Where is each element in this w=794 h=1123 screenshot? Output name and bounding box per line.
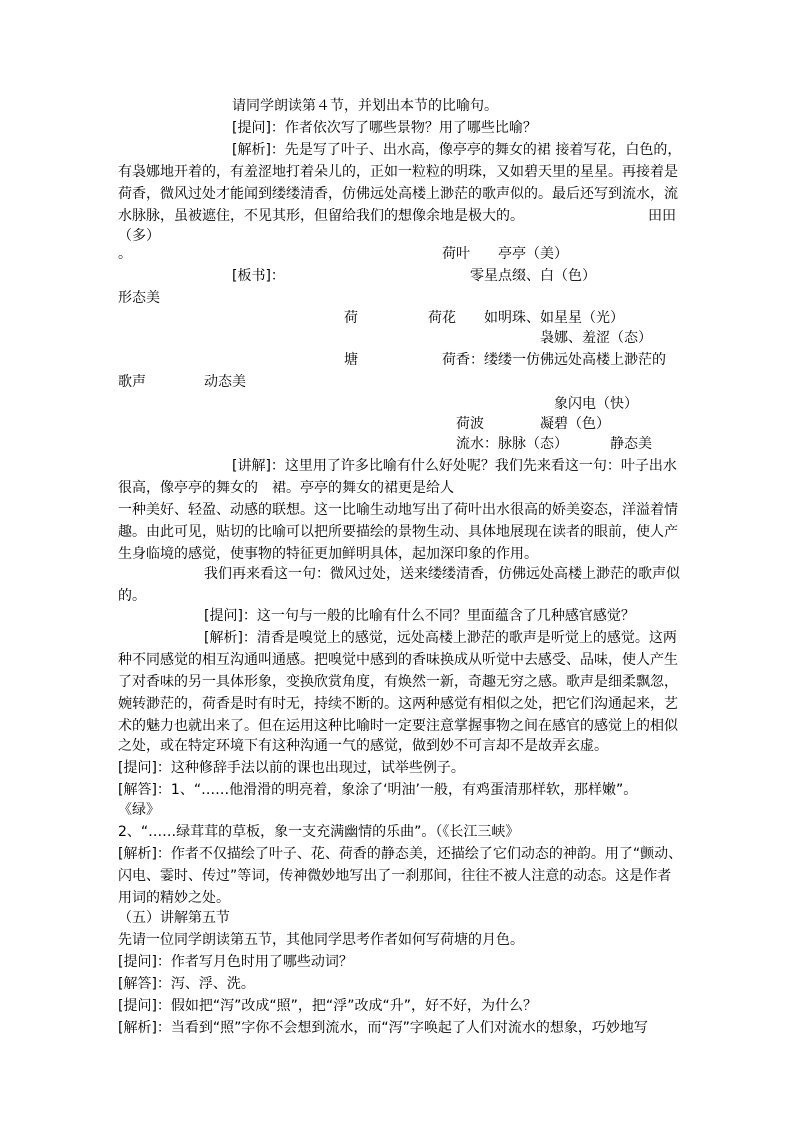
board-ningbi: 凝碧（色） [540,416,610,432]
board-dongtai: 动态美 [204,374,246,390]
lecture-line-1: [讲解]：这里用了许多比喻有什么好处呢？我们先来看这一句：叶子出水 [232,458,677,474]
board-jingtai: 静态美 [610,436,652,452]
intro-line-4: 有袅娜地开着的，有羞涩地打着朵儿的，正如一粒粒的明珠，又如碧天里的星星。再接着是 [118,164,678,180]
board-niaonuo: 袅娜、羞涩（态） [540,330,652,346]
board-label: [板书]： [232,268,285,284]
lecture-line-4: 趣。由此可见，贴切的比喻可以把所要描绘的景物生动、具体地展现在读者的眼前，使人产 [118,524,678,540]
dynamic-analysis-3: 用词的精妙之处。 [118,890,230,906]
intro-line-5: 荷香，微风过处才能闻到缕缕清香，仿佛远处高楼上渺茫的歌声似的。最后还写到流水，流 [118,186,678,202]
board-tang: 塘 [344,352,358,368]
board-dot: 。 [118,246,132,262]
section5-analysis: [解析]：当看到“照”字你不会想到流水，而“泻”字唤起了人们对流水的想象，巧妙地写 [118,1020,648,1036]
board-gesheng: 歌声 [118,374,146,390]
board-he: 荷 [344,310,358,326]
synesthesia-analysis-4: 婉转渺茫的，荷香是时有时无，持续不断的。这两种感觉有相似之处，把它们沟通起来，艺 [118,696,678,712]
lecture-line-7: 的。 [118,588,146,604]
synesthesia-analysis-3: 了对香味的另一具体形象，变换欣赏角度，有焕然一新，奇趣无穷之感。歌声是细柔飘忽， [118,674,678,690]
dynamic-analysis-1: [解析]：作者不仅描绘了叶子、花、荷香的静态美，还描绘了它们动态的神韵。用了“颤动、 [118,846,683,862]
synesthesia-question: [提问]：这一句与一般的比喻有什么不同？里面蕴含了几种感官感觉？ [204,608,635,624]
lecture-line-3: 一种美好、轻盈、动感的联想。这一比喻生动地写出了荷叶出水很高的娇美姿态，洋溢着情 [118,502,678,518]
board-hexiang: 荷香：缕缕一仿佛远处高楼上渺茫的 [442,352,666,368]
synesthesia-analysis-5: 术的魅力也就出来了。但在运用这种比喻时一定要注意掌握事物之间在感官的感觉上的相似 [118,718,678,734]
intro-analysis-line: [解析]：先是写了叶子、出水高，像亭亭的舞女的裙 接着写花，白色的， [232,142,682,158]
intro-question: [提问]：作者依次写了哪些景物？用了哪些比喻？ [232,120,537,136]
board-tingting: 亭亭（美） [498,246,568,262]
board-shandian: 象闪电（快） [554,396,638,412]
section5-answer-1: [解答]：泻、浮、洗。 [118,976,255,992]
section5-heading: （五）讲解第五节 [118,910,230,926]
example-answer-2: 2、“……绿茸茸的草板，象一支充满幽情的乐曲”。（《长江三峡》 [118,824,520,840]
lecture-line-6: 我们再来看这一句：微风过处，送来缕缕清香，仿佛远处高楼上渺茫的歌声似 [204,566,680,582]
board-lingxing: 零星点缀、白（色） [470,268,596,284]
board-heye: 荷叶 [442,246,470,262]
section5-intro: 先请一位同学朗读第五节，其他同学思考作者如何写荷塘的月色。 [118,932,524,948]
board-liushui: 流水：脉脉（态） [456,436,568,452]
section5-question-2: [提问]：假如把“泻”改成“照”，把“浮”改成“升”，好不好，为什么？ [118,998,537,1014]
board-hehua: 荷花 [428,310,456,326]
lecture-line-5: 生身临境的感觉，使事物的特征更加鲜明具体，起加深印象的作用。 [118,546,538,562]
intro-line-6: 水脉脉，虽被遮住，不见其形，但留给我们的想像余地是极大的。 [118,208,524,224]
board-xingtai: 形态美 [118,290,160,306]
lecture-line-2: 很高，像亭亭的舞女的 裙。亭亭的舞女的裙更是给人 [118,480,454,496]
intro-line-1: 请同学朗读第４节，并划出本节的比喻句。 [232,98,498,114]
example-answer-1-source: 《绿》 [118,802,160,818]
synesthesia-analysis-1: [解析]：清香是嗅觉上的感觉，远处高楼上渺茫的歌声是听觉上的感觉。这两 [204,630,677,646]
board-hebo: 荷波 [456,416,484,432]
example-question: [提问]：这种修辞手法以前的课也出现过，试举些例子。 [118,760,465,776]
section5-question-1: [提问]：作者写月色时用了哪些动词？ [118,954,353,970]
intro-line-6-tail: 田田 [648,208,676,224]
board-mingzhu: 如明珠、如星星（光） [484,310,624,326]
dynamic-analysis-2: 闪电、霎时、传过”等词，传神微妙地写出了一刹那间，往往不被人注意的动态。这是作者 [118,868,672,884]
example-answer-1: [解答]：1、“……他滑滑的明亮着，象涂了‘明油’一般，有鸡蛋清那样软，那样嫩”。 [118,782,638,798]
synesthesia-analysis-2: 种不同感觉的相互沟通叫通感。把嗅觉中感到的香味换成从听觉中去感受、品味，使人产生 [118,652,678,668]
synesthesia-analysis-6: 之处，或在特定环境下有这种沟通一气的感觉，做到妙不可言却不是故弄玄虚。 [118,738,608,754]
intro-line-7: （多） [118,228,160,244]
